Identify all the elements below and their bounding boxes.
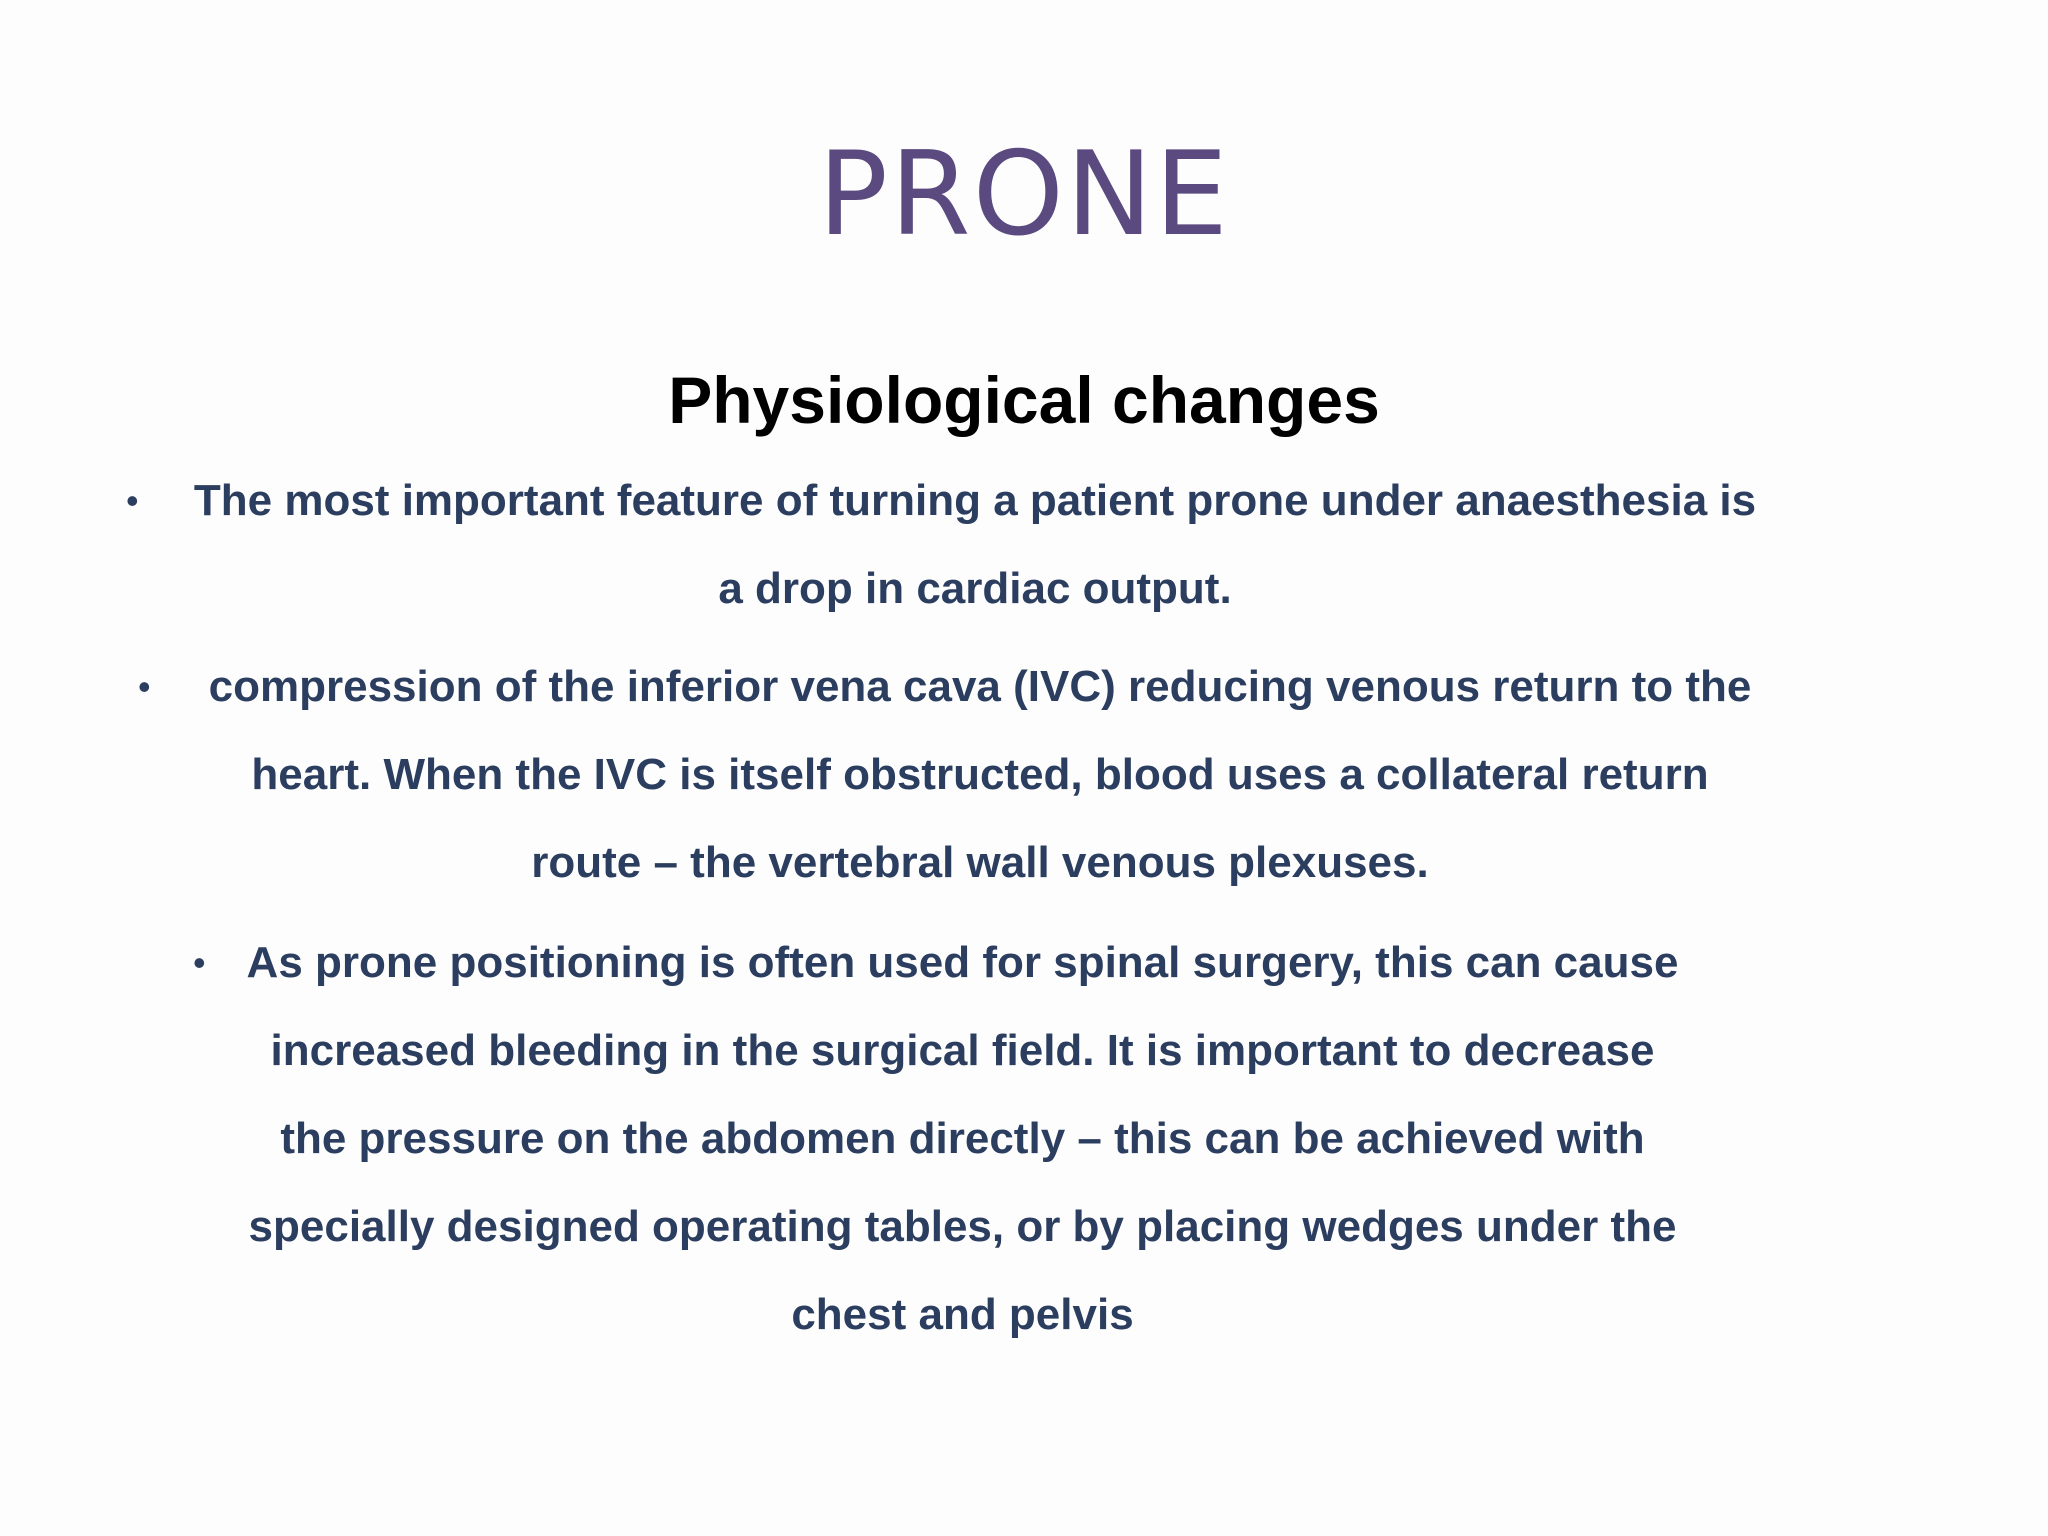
bullet-item-spinal-surgery-bleeding: As prone positioning is often used for spinal surgery, this can cause increased bleeding in the surgical field. It is important to decrease the pressure on the abdomen directly – this can be achieved with specially designed operating tables, or by placing wedges under the chest and pelvis bbox=[246, 938, 1679, 1339]
slide-subtitle: Physiological changes bbox=[668, 363, 1380, 437]
slide-title: PRONE bbox=[818, 127, 1230, 262]
bullet-item-ivc-compression: compression of the inferior vena cava (IVC) reducing venous return to the heart. When the IVC is itself obstructed, blood uses a collateral return route – the vertebral wall venous plexuses. bbox=[208, 662, 1752, 887]
bullet-item-cardiac-output: The most important feature of turning a patient prone under anaesthesia is a drop in cardiac output. bbox=[193, 476, 1757, 613]
bullet-marker: • bbox=[138, 666, 151, 707]
bullet-marker: • bbox=[193, 942, 206, 983]
bullet-marker: • bbox=[126, 480, 139, 521]
